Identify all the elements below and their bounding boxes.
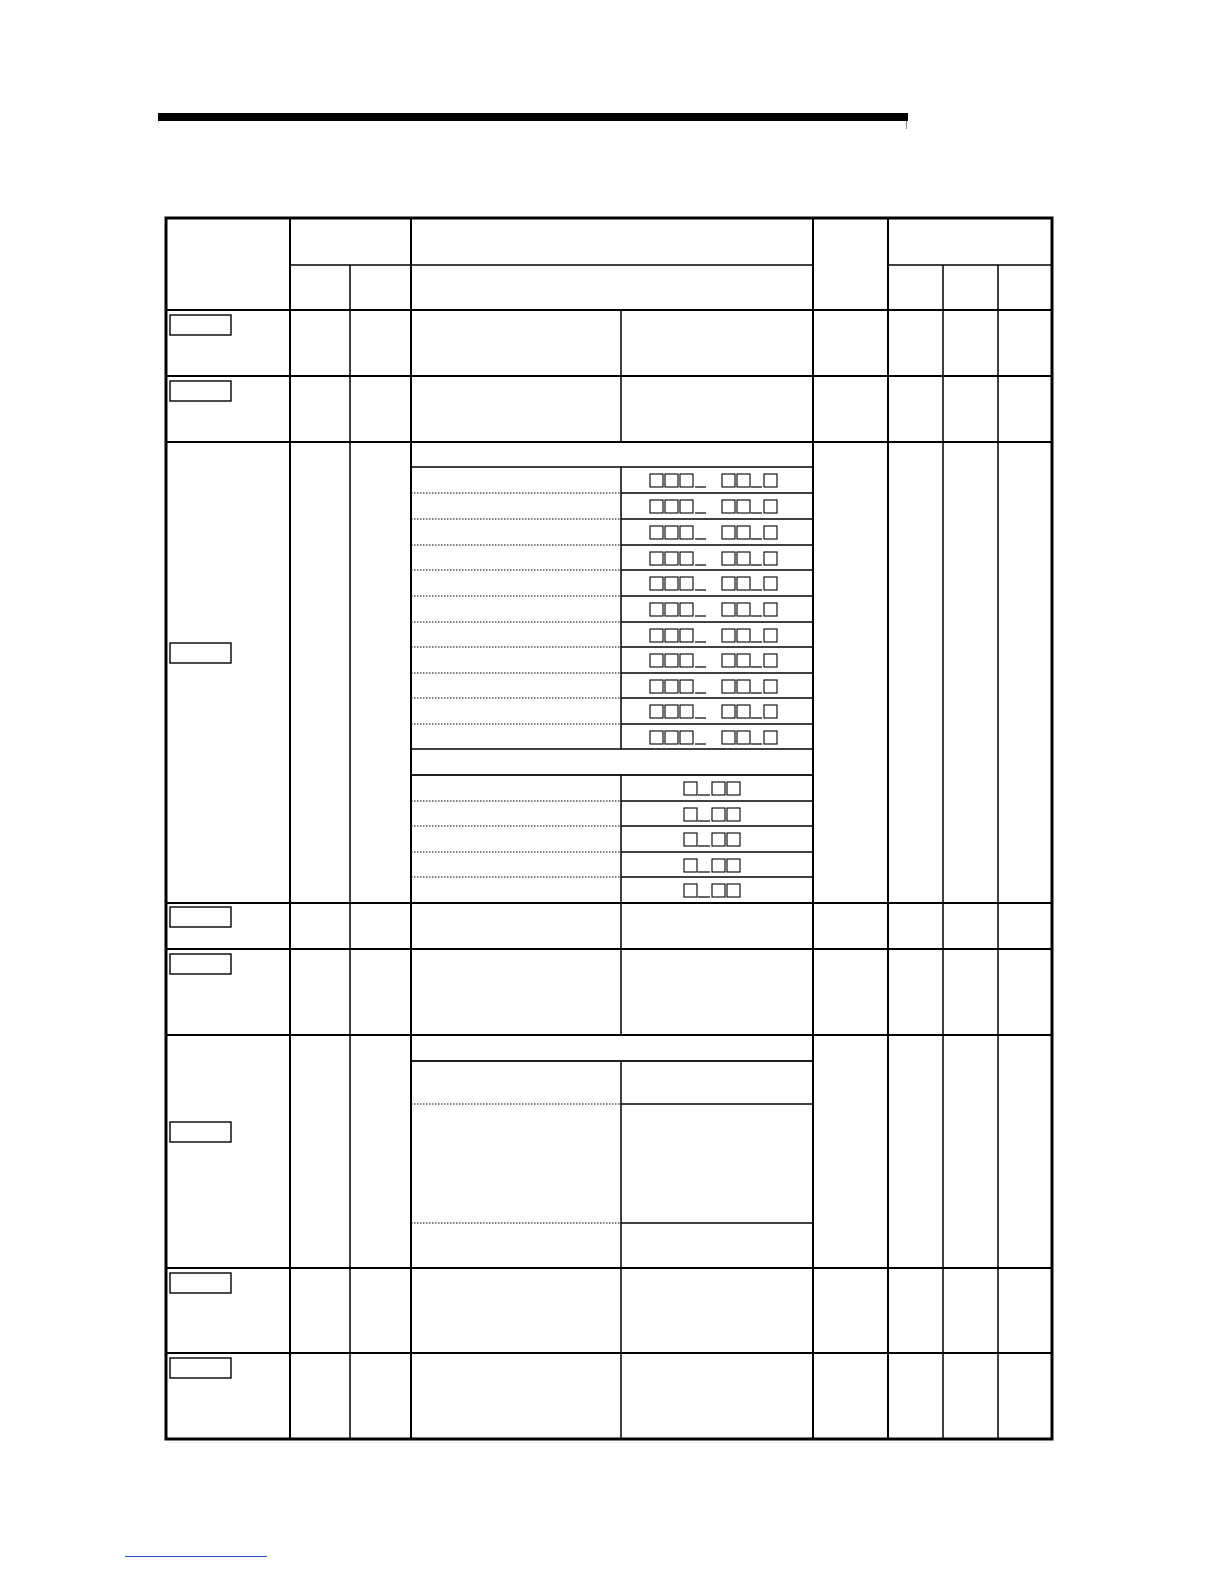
addr-a-box-9-6	[764, 705, 777, 718]
addr-a-box-6-2	[665, 629, 678, 642]
addr-a-box-6-4	[722, 629, 735, 642]
addr-a-box-9-1	[650, 705, 663, 718]
addr-a-box-5-3	[680, 603, 693, 616]
section-heading-rule	[158, 113, 908, 121]
addr-a-box-8-2	[665, 680, 678, 693]
table-outer-border	[166, 218, 1052, 1439]
addr-a-box-7-1	[650, 654, 663, 667]
addr-a-box-2-1	[650, 526, 663, 539]
addr-a-box-7-2	[665, 654, 678, 667]
addr-b-box-4-1	[684, 884, 697, 897]
addr-a-box-8-4	[722, 680, 735, 693]
addr-a-box-9-4	[722, 705, 735, 718]
addr-a-box-2-4	[722, 526, 735, 539]
addr-a-box-3-3	[680, 552, 693, 565]
footer-link-underline	[125, 1556, 267, 1557]
addr-a-box-8-3	[680, 680, 693, 693]
addr-a-box-5-4	[722, 603, 735, 616]
addr-a-box-0-5	[737, 474, 750, 487]
row-label-box-6	[170, 1122, 231, 1142]
addr-a-box-0-2	[665, 474, 678, 487]
row-label-box-5	[170, 954, 231, 974]
addr-a-box-6-1	[650, 629, 663, 642]
addr-a-box-2-5	[737, 526, 750, 539]
addr-a-box-1-4	[722, 500, 735, 513]
addr-b-box-2-2	[712, 833, 725, 846]
addr-a-box-5-6	[764, 603, 777, 616]
addr-a-box-5-5	[737, 603, 750, 616]
heading-rule-tick	[906, 121, 907, 129]
addr-a-box-1-2	[665, 500, 678, 513]
addr-a-box-8-5	[737, 680, 750, 693]
addr-a-box-0-4	[722, 474, 735, 487]
row-label-box-8	[170, 1358, 231, 1378]
addr-b-box-1-3	[727, 808, 740, 821]
addr-a-box-3-1	[650, 552, 663, 565]
addr-a-box-1-6	[764, 500, 777, 513]
address-value-cells	[650, 474, 777, 897]
row-label-box-7	[170, 1273, 231, 1293]
addr-a-box-0-6	[764, 474, 777, 487]
addr-a-box-4-2	[665, 577, 678, 590]
addr-a-box-1-1	[650, 500, 663, 513]
addr-b-box-2-1	[684, 833, 697, 846]
addr-a-box-9-2	[665, 705, 678, 718]
addr-a-box-0-3	[680, 474, 693, 487]
addr-a-box-9-3	[680, 705, 693, 718]
addr-a-box-5-2	[665, 603, 678, 616]
addr-a-box-3-4	[722, 552, 735, 565]
addr-a-box-7-5	[737, 654, 750, 667]
addr-a-box-2-2	[665, 526, 678, 539]
addr-a-box-3-6	[764, 552, 777, 565]
addr-a-box-4-4	[722, 577, 735, 590]
addr-b-box-3-3	[727, 859, 740, 872]
addr-a-box-6-5	[737, 629, 750, 642]
addr-a-box-7-6	[764, 654, 777, 667]
row-label-boxes	[170, 315, 231, 1378]
row-label-box-2	[170, 381, 231, 401]
addr-a-box-1-5	[737, 500, 750, 513]
row-label-box-3	[170, 643, 231, 663]
addr-a-box-4-1	[650, 577, 663, 590]
addr-b-box-1-1	[684, 808, 697, 821]
addr-b-box-2-3	[727, 833, 740, 846]
addr-b-box-1-2	[712, 808, 725, 821]
addr-b-box-0-2	[712, 782, 725, 795]
addr-a-box-10-3	[680, 731, 693, 744]
addr-a-box-10-1	[650, 731, 663, 744]
addr-a-box-8-1	[650, 680, 663, 693]
addr-a-box-10-4	[722, 731, 735, 744]
row-label-box-1	[170, 315, 231, 335]
addr-b-box-4-2	[712, 884, 725, 897]
addr-b-box-3-1	[684, 859, 697, 872]
addr-a-box-3-2	[665, 552, 678, 565]
addr-a-box-6-3	[680, 629, 693, 642]
addr-a-box-2-3	[680, 526, 693, 539]
addr-a-box-4-6	[764, 577, 777, 590]
addr-a-box-5-1	[650, 603, 663, 616]
addr-b-box-0-3	[727, 782, 740, 795]
addr-a-box-3-5	[737, 552, 750, 565]
addr-a-box-1-3	[680, 500, 693, 513]
addr-a-box-10-5	[737, 731, 750, 744]
addr-b-box-0-1	[684, 782, 697, 795]
addr-a-box-6-6	[764, 629, 777, 642]
row-label-box-4	[170, 907, 231, 927]
addr-a-box-10-6	[764, 731, 777, 744]
addr-b-box-4-3	[727, 884, 740, 897]
addr-a-box-2-6	[764, 526, 777, 539]
table-grid	[166, 218, 1052, 1439]
addr-a-box-8-6	[764, 680, 777, 693]
addr-a-box-0-1	[650, 474, 663, 487]
addr-a-box-4-3	[680, 577, 693, 590]
addr-a-box-9-5	[737, 705, 750, 718]
addr-a-box-7-4	[722, 654, 735, 667]
addr-a-box-7-3	[680, 654, 693, 667]
addr-a-box-4-5	[737, 577, 750, 590]
addr-b-box-3-2	[712, 859, 725, 872]
addr-a-box-10-2	[665, 731, 678, 744]
